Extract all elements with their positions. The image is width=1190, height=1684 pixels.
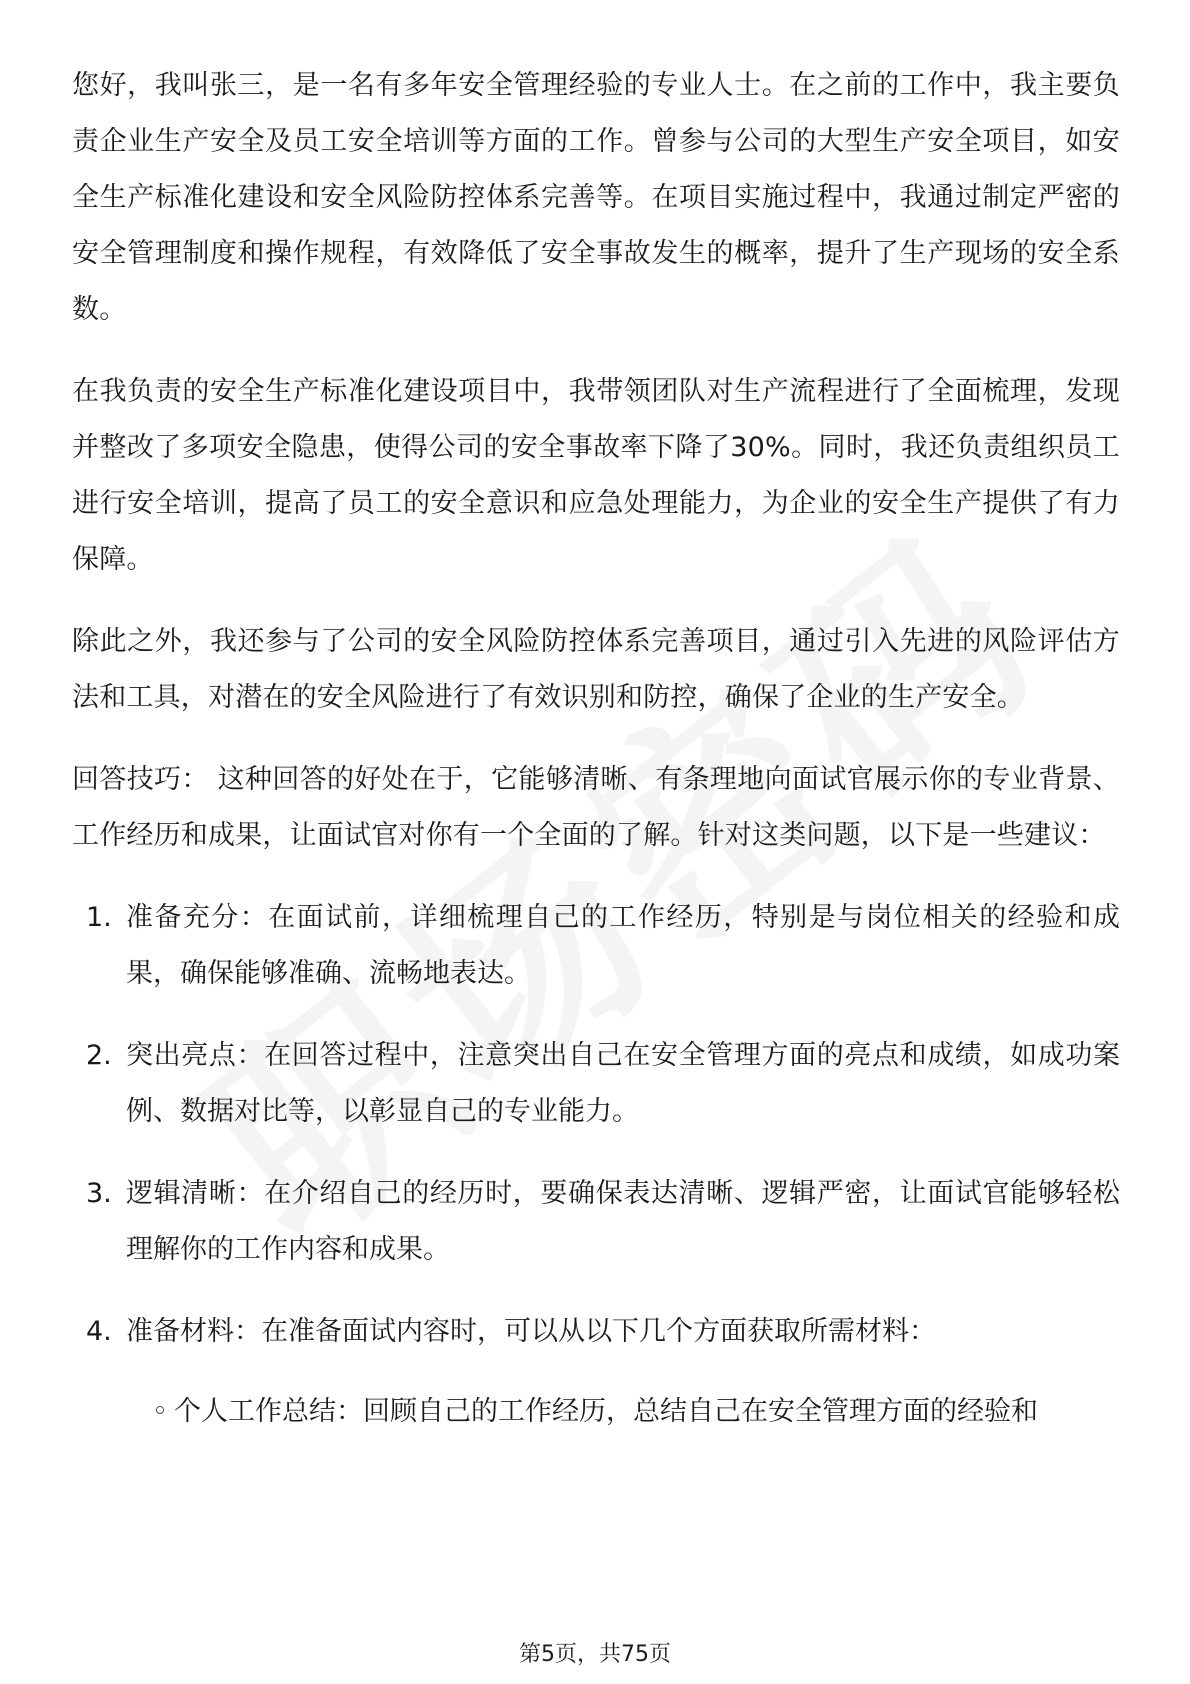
list-number: 2. [86, 1040, 112, 1071]
list-item-text: 准备充分：在面试前，详细梳理自己的工作经历，特别是与岗位相关的经验和成果，确保能够准确、流畅地表达。 [126, 902, 1120, 989]
list-item [72, 1028, 1120, 1140]
bullet-icon: ◦ [152, 1396, 168, 1427]
list-item-text: 突出亮点：在回答过程中，注意突出自己在安全管理方面的亮点和成绩，如成功案例、数据对比等，以彰显自己的专业能力。 [126, 1040, 1120, 1127]
paragraph-risk-control: 除此之外，我还参与了公司的安全风险防控体系完善项目，通过引入先进的风险评估方法和工具，对潜在的安全风险进行了有效识别和防控，确保了企业的生产安全。 [72, 626, 1120, 713]
sub-list [126, 1384, 1120, 1440]
tips-list [72, 890, 1120, 1440]
list-item [72, 890, 1120, 1002]
document-body [72, 58, 1120, 1466]
list-number: 3. [86, 1178, 112, 1209]
list-item [72, 1166, 1120, 1278]
list-number: 1. [86, 902, 112, 933]
page-number: 第5页，共75页 [519, 1642, 671, 1667]
list-item-text: 逻辑清晰：在介绍自己的经历时，要确保表达清晰、逻辑严密，让面试官能够轻松理解你的工作内容和成果。 [126, 1178, 1120, 1265]
paragraph-answer-tips: 回答技巧： 这种回答的好处在于，它能够清晰、有条理地向面试官展示你的专业背景、工作经历和成果，让面试官对你有一个全面的了解。针对这类问题，以下是一些建议： [72, 764, 1120, 851]
sub-list-item-text: 个人工作总结：回顾自己的工作经历，总结自己在安全管理方面的经验和 [174, 1396, 1038, 1427]
list-item-text: 准备材料：在准备面试内容时，可以从以下几个方面获取所需材料： [126, 1316, 936, 1347]
paragraph-intro: 您好，我叫张三，是一名有多年安全管理经验的专业人士。在之前的工作中，我主要负责企业生产安全及员工安全培训等方面的工作。曾参与公司的大型生产安全项目，如安全生产标准化建设和安全风险防控体系完善等。在项目实施过程中，我通过制定严密的安全管理制度和操作规程，有效降低了安全事故发生的概率，提升了生产现场的安全系数。 [72, 70, 1120, 325]
list-item [72, 1304, 1120, 1440]
paragraph-standardization: 在我负责的安全生产标准化建设项目中，我带领团队对生产流程进行了全面梳理，发现并整改了多项安全隐患，使得公司的安全事故率下降了30%。同时，我还负责组织员工进行安全培训，提高了员工的安全意识和应急处理能力，为企业的安全生产提供了有力保障。 [72, 376, 1120, 575]
sub-list-item [126, 1384, 1120, 1440]
list-number: 4. [86, 1316, 112, 1347]
